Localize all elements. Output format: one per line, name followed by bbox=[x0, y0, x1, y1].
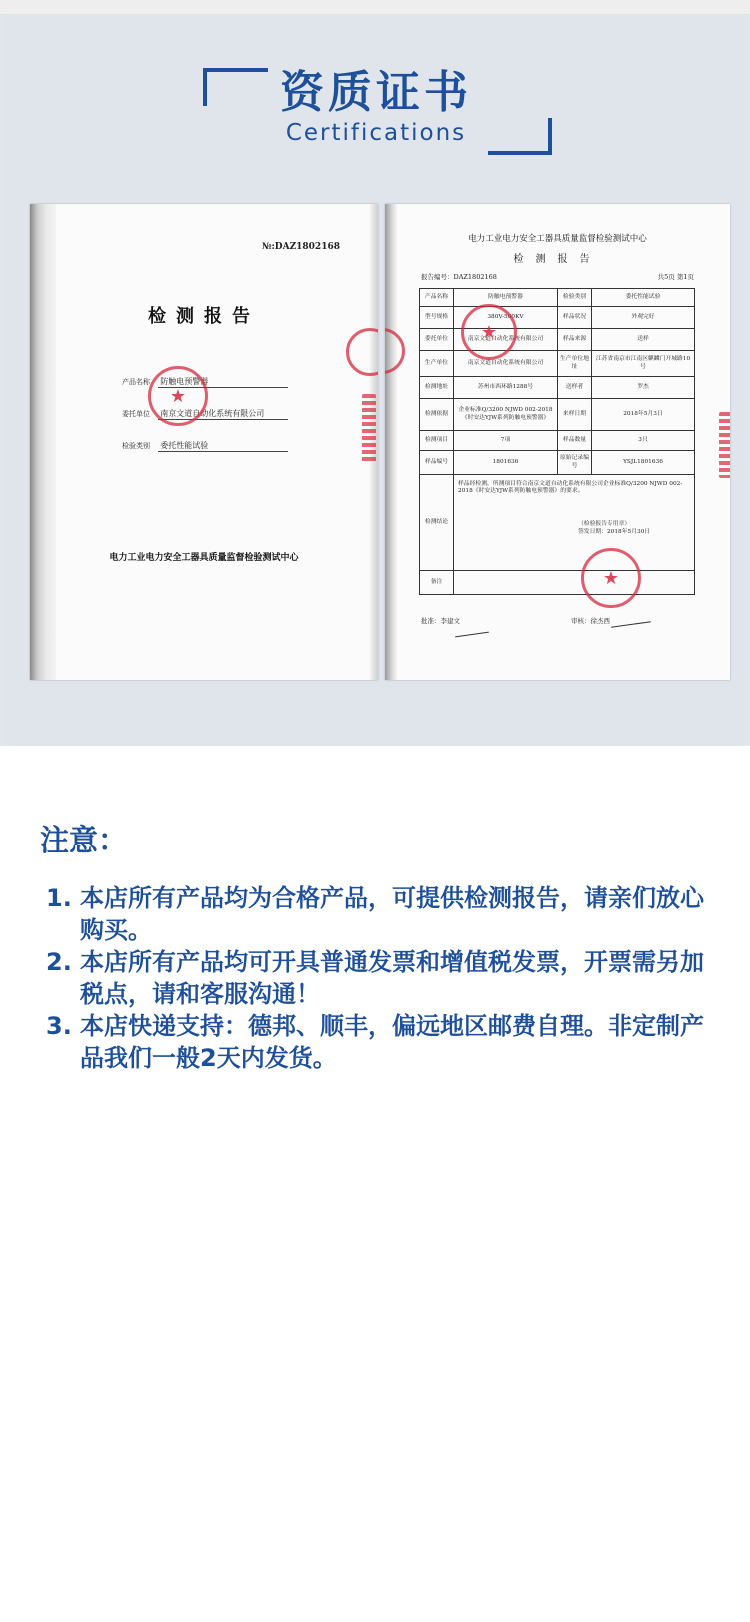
table-row bbox=[420, 377, 695, 399]
table-cell: 送样者 bbox=[558, 377, 592, 399]
section-title-cn: 资质证书 bbox=[280, 67, 472, 118]
table-cell: 江苏省南京市江南区麒麟门开城路10号 bbox=[592, 351, 695, 377]
table-cell: 检验类别 bbox=[558, 289, 592, 307]
table-cell: 备注 bbox=[420, 571, 454, 595]
table-cell: 检测依据 bbox=[420, 399, 454, 431]
report-cover-image bbox=[30, 204, 378, 680]
title-bracket-right bbox=[488, 118, 552, 155]
table-cell: 样品数量 bbox=[558, 431, 592, 451]
table-cell: 送样 bbox=[592, 329, 695, 351]
table-cell: 380V-500KV bbox=[454, 307, 558, 329]
top-strip bbox=[0, 0, 750, 14]
perforation-seal-mark bbox=[362, 394, 376, 464]
table-cell: 原始记录编号 bbox=[558, 451, 592, 475]
reviewer-signature-line: 审核：徐杰西 bbox=[571, 617, 610, 625]
notice-item bbox=[40, 946, 720, 1010]
title-bracket-left bbox=[203, 68, 268, 106]
notice-item-text: 本店所有产品均为合格产品，可提供检测报告，请亲们放心购买。 bbox=[80, 884, 704, 944]
table-cell bbox=[454, 571, 695, 595]
conclusion-text: 样品经检测，所测项目符合南京文道自动化系统有限公司企业标准Q/3200 NJWD 002-2018《时安达YJW系列防触电预警器》的要求。 bbox=[458, 481, 683, 495]
table-cell: 检测地址 bbox=[420, 377, 454, 399]
cover-field-label: 委托单位 bbox=[122, 410, 150, 418]
handwritten-signature bbox=[611, 621, 651, 628]
table-row bbox=[420, 431, 695, 451]
section-title-en: Certifications bbox=[285, 120, 467, 146]
table-cell: 企业标准Q/3200 NJWD 002-2018《时安达YJW系列防触电预警器》 bbox=[454, 399, 558, 431]
table-row bbox=[420, 399, 695, 431]
table-row bbox=[420, 475, 695, 571]
table-cell: 样品来源 bbox=[558, 329, 592, 351]
table-cell: 生产单位 bbox=[420, 351, 454, 377]
notice-title: 注意： bbox=[40, 823, 128, 857]
notice-item bbox=[40, 882, 720, 946]
table-cell: 罗杰 bbox=[592, 377, 695, 399]
report-detail-number: 报告编号：DAZ1802168 bbox=[421, 273, 497, 281]
report-detail-pages: 共5页 第1页 bbox=[657, 273, 694, 281]
table-cell: 生产单位地址 bbox=[558, 351, 592, 377]
red-seal-stamp bbox=[461, 304, 517, 360]
notice-item-number: 1. bbox=[46, 884, 72, 912]
table-cell: 苏州市西环路1288号 bbox=[454, 377, 558, 399]
table-cell: 防触电预警器 bbox=[454, 289, 558, 307]
cover-field-category bbox=[122, 440, 322, 452]
conclusion-stamp-note: （检验报告专用章） bbox=[578, 521, 631, 528]
star-icon: ★ bbox=[602, 567, 620, 589]
table-cell: 检测结论 bbox=[420, 475, 454, 571]
handwritten-signature bbox=[455, 632, 489, 638]
table-cell: 2018年5月3日 bbox=[592, 399, 695, 431]
report-detail-image bbox=[385, 204, 730, 680]
table-cell: YSJL1801636 bbox=[592, 451, 695, 475]
cover-field-value: 南京文道自动化系统有限公司 bbox=[158, 408, 288, 420]
notice-list bbox=[40, 882, 720, 1074]
report-cover-title: 检测报告 bbox=[148, 306, 260, 327]
red-seal-stamp-partial bbox=[346, 328, 378, 376]
notice-item bbox=[40, 1010, 720, 1074]
table-cell: 委托单位 bbox=[420, 329, 454, 351]
red-seal-stamp bbox=[581, 548, 641, 608]
table-cell: 外观完好 bbox=[592, 307, 695, 329]
star-icon: ★ bbox=[480, 321, 498, 343]
perforation-seal-mark bbox=[719, 412, 730, 478]
table-cell: 来样日期 bbox=[558, 399, 592, 431]
report-number: №:DAZ1802168 bbox=[261, 242, 340, 252]
cover-field-label: 产品名称 bbox=[122, 378, 150, 386]
conclusion-date: 签发日期：2018年5月30日 bbox=[578, 528, 651, 535]
table-cell: 1801636 bbox=[454, 451, 558, 475]
table-row bbox=[420, 351, 695, 377]
table-row bbox=[420, 571, 695, 595]
red-seal-stamp bbox=[148, 366, 208, 426]
red-seal-stamp-partial bbox=[385, 328, 405, 374]
table-cell: 南京文道自动化系统有限公司 bbox=[454, 351, 558, 377]
cover-field-value: 委托性能试验 bbox=[158, 440, 288, 452]
table-row bbox=[420, 289, 695, 307]
cover-field-value: 防触电预警器 bbox=[158, 376, 288, 388]
table-cell: 样品编号 bbox=[420, 451, 454, 475]
star-icon: ★ bbox=[169, 385, 187, 407]
table-cell: 南京文道自动化系统有限公司 bbox=[454, 329, 558, 351]
report-detail-title: 检测报告 bbox=[513, 254, 602, 265]
table-row bbox=[420, 451, 695, 475]
approver-signature-line: 批准：李建文 bbox=[421, 617, 460, 625]
table-cell: 样品状况 bbox=[558, 307, 592, 329]
conclusion-cell bbox=[454, 475, 695, 571]
report-cover-issuer: 电力工业电力安全工器具质量监督检验测试中心 bbox=[109, 553, 299, 563]
report-detail-issuer: 电力工业电力安全工器具质量监督检验测试中心 bbox=[468, 234, 647, 244]
table-cell: 7项 bbox=[454, 431, 558, 451]
notice-item-text: 本店所有产品均可开具普通发票和增值税发票，开票需另加税点，请和客服沟通！ bbox=[80, 948, 704, 1008]
notice-item-text: 本店快递支持：德邦、顺丰，偏远地区邮费自理。非定制产品我们一般2天内发货。 bbox=[80, 1012, 704, 1072]
binding-spine bbox=[385, 204, 397, 680]
table-cell: 检测项目 bbox=[420, 431, 454, 451]
table-cell: 委托性能试验 bbox=[592, 289, 695, 307]
binding-spine bbox=[30, 204, 56, 680]
notice-item-number: 2. bbox=[46, 948, 72, 976]
table-cell: 产品名称 bbox=[420, 289, 454, 307]
table-cell: 3只 bbox=[592, 431, 695, 451]
cover-field-label: 检验类别 bbox=[122, 442, 150, 450]
table-cell: 型号规格 bbox=[420, 307, 454, 329]
notice-item-number: 3. bbox=[46, 1012, 72, 1040]
